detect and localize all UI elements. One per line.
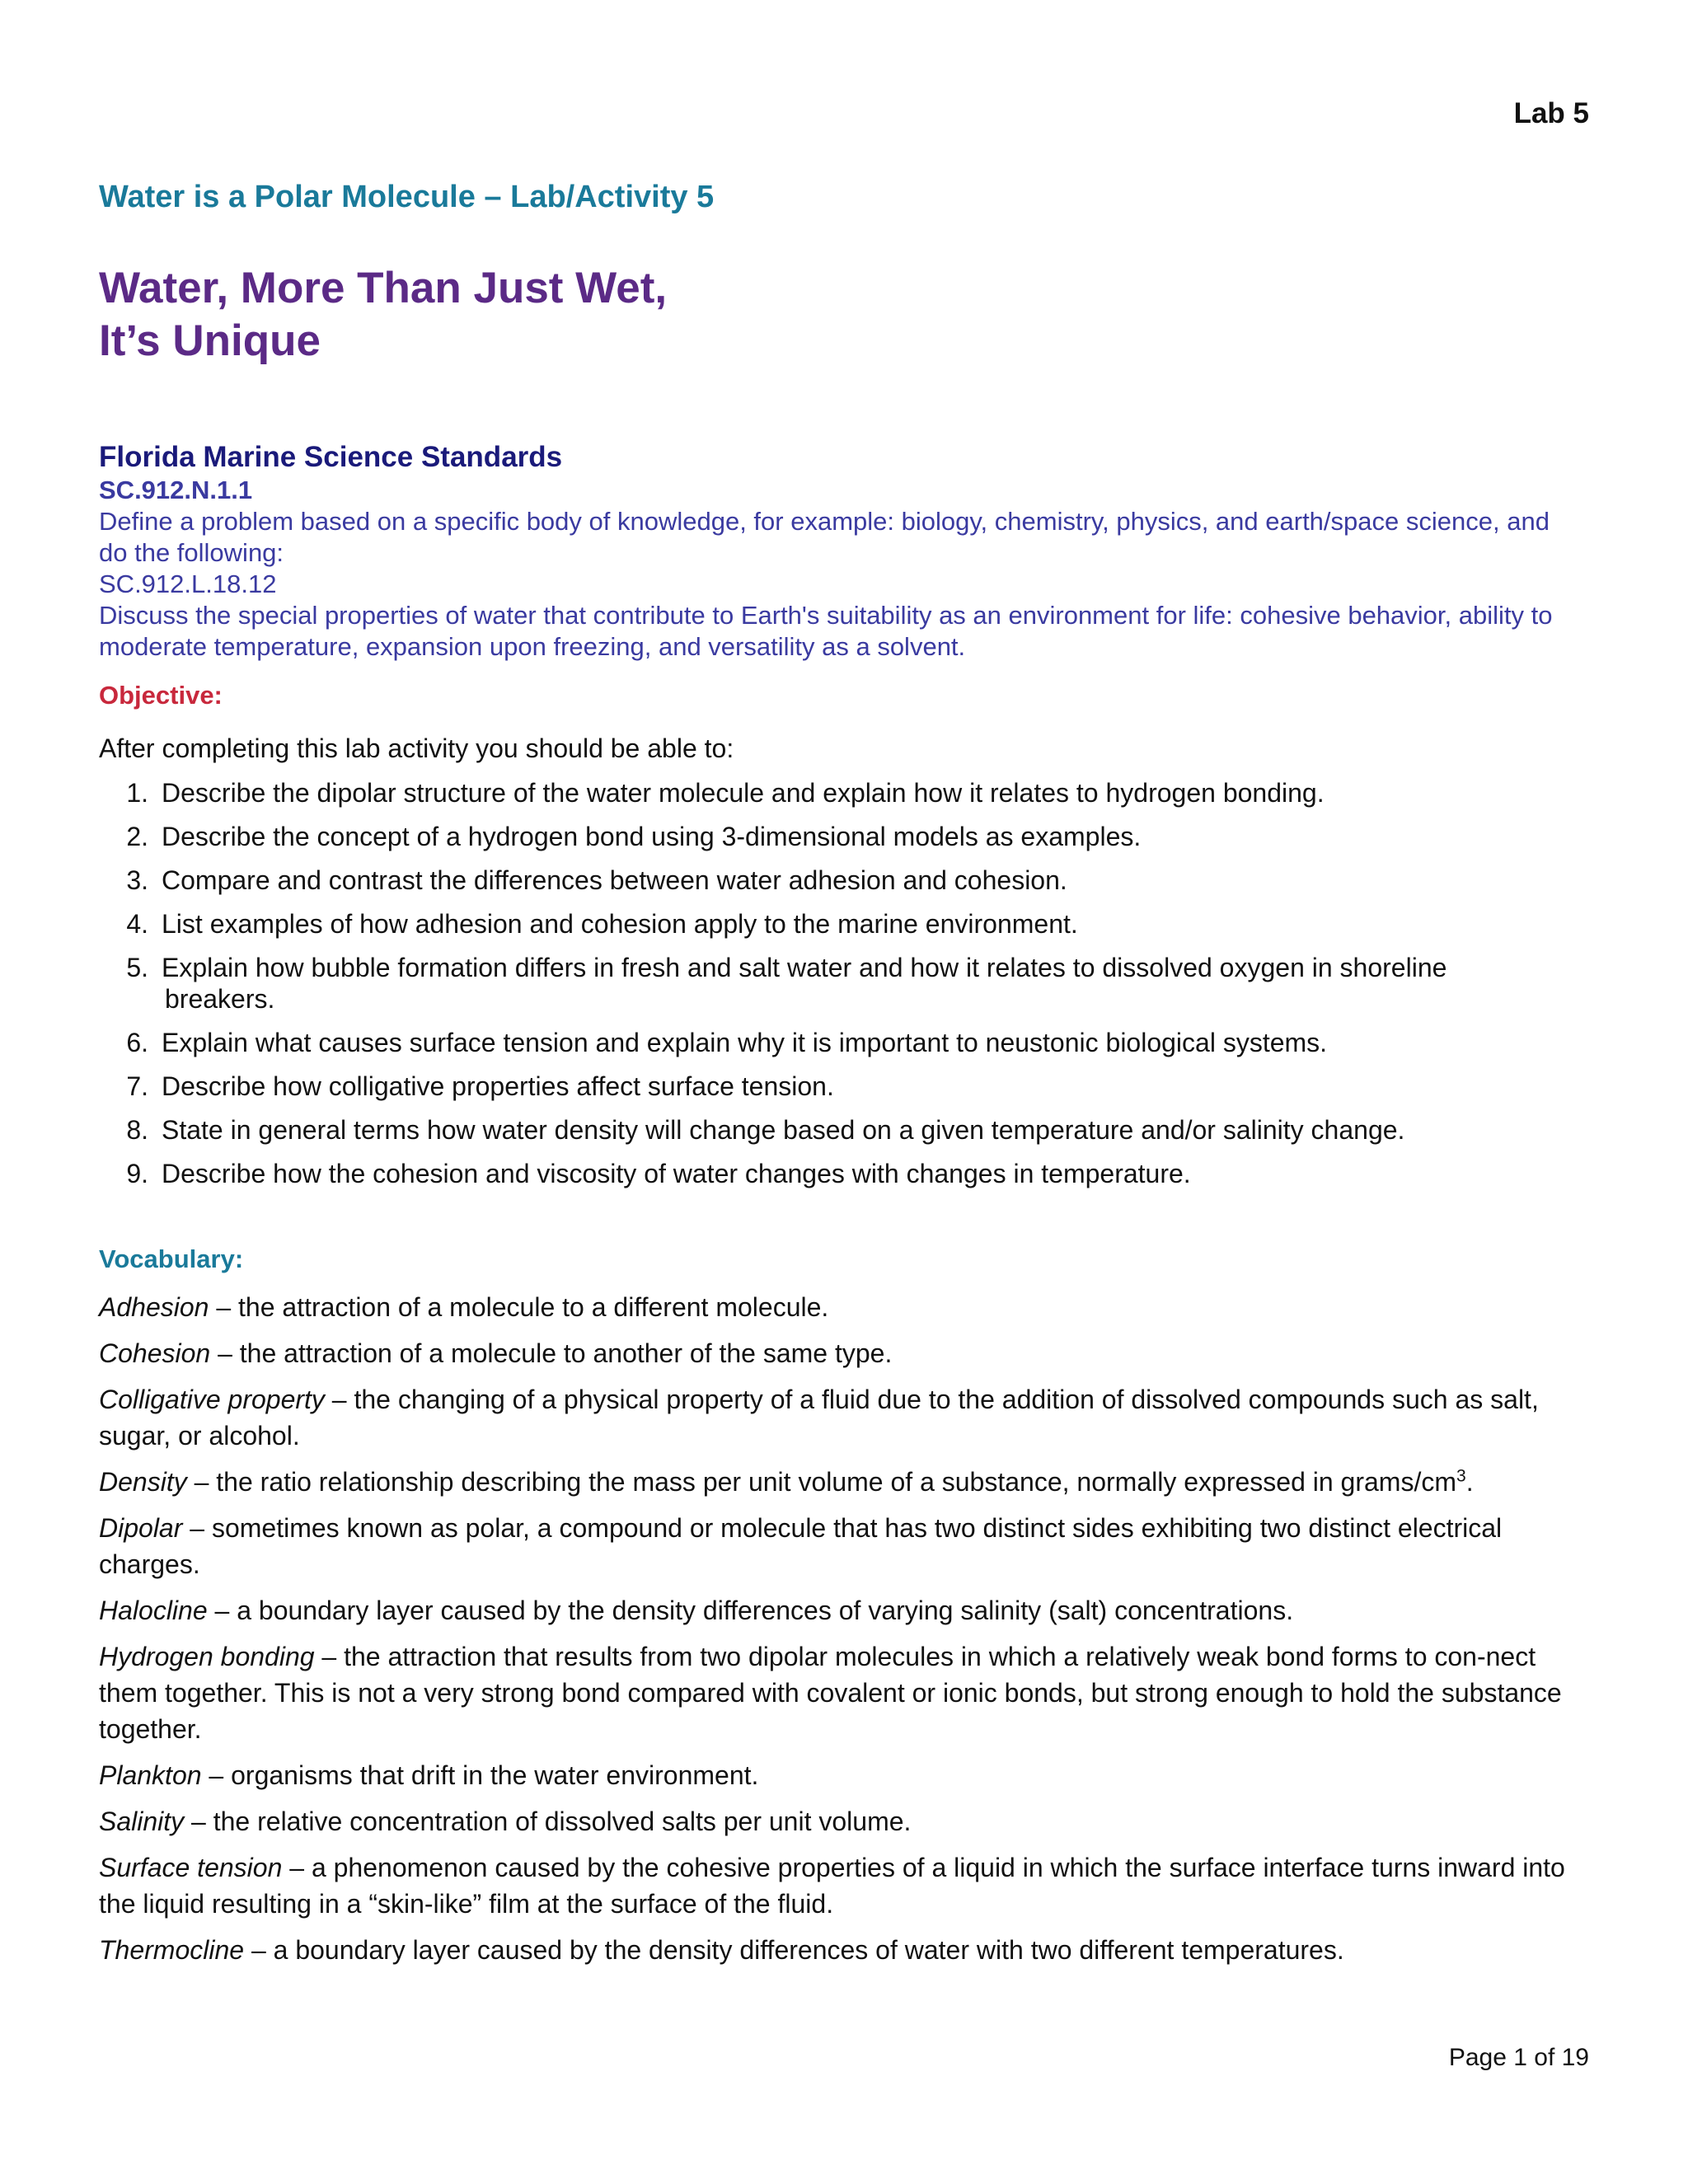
objective-item-main: Describe how the cohesion and viscosity of water changes with changes in temperature.: [162, 1159, 1191, 1188]
objective-item-number: 9.: [126, 1159, 148, 1188]
vocabulary-definition: – a boundary layer caused by the density differences of varying salinity (salt) concentrations.: [207, 1596, 1294, 1625]
objective-item-main: Describe how colligative properties affect surface tension.: [162, 1071, 834, 1101]
vocabulary-definition: – the attraction that results from two dipolar molecules in which a relatively weak bond forms to con-nect them together. This is not a very strong bond compared with covalent or ionic bonds, but strong enough to hold the substance together.: [99, 1642, 1562, 1744]
vocabulary-term: Surface tension: [99, 1853, 283, 1882]
objective-item-main: Compare and contrast the differences between water adhesion and cohesion.: [162, 865, 1067, 895]
vocabulary-item: [99, 1335, 1582, 1371]
vocabulary-term: Hydrogen bonding: [99, 1642, 315, 1671]
vocabulary-item: [99, 1803, 1582, 1840]
page-title-line-2: It’s Unique: [99, 316, 321, 365]
objective-item: [99, 908, 1582, 940]
vocabulary-item: [99, 1289, 1582, 1325]
vocabulary-item: [99, 1757, 1582, 1793]
objective-item: [99, 1114, 1582, 1146]
objective-item-text: [162, 865, 1582, 896]
objective-list: [99, 777, 1582, 1202]
objective-item-text: [162, 1071, 1582, 1102]
vocabulary-term: Cohesion: [99, 1338, 211, 1368]
vocabulary-item: [99, 1592, 1582, 1629]
vocabulary-definition: – organisms that drift in the water environment.: [201, 1760, 759, 1790]
objective-item-continuation: breakers.: [165, 984, 275, 1014]
vocabulary-list: [99, 1289, 1582, 1978]
objective-item-main: Explain what causes surface tension and explain why it is important to neustonic biological systems.: [162, 1028, 1328, 1057]
objective-item-number: 3.: [126, 865, 148, 895]
vocabulary-term: Density: [99, 1467, 187, 1497]
activity-subtitle: Water is a Polar Molecule – Lab/Activity 5: [99, 180, 715, 214]
objective-item: [99, 1158, 1582, 1189]
vocabulary-term: Adhesion: [99, 1292, 209, 1322]
objective-item-text: [162, 821, 1582, 852]
objective-item-main: Describe the dipolar structure of the water molecule and explain how it relates to hydrogen bonding.: [162, 778, 1325, 808]
page-number: Page 1 of 19: [1448, 2044, 1589, 2071]
objective-item: [99, 952, 1582, 1015]
standard-code-1: SC.912.N.1.1: [99, 476, 253, 504]
vocabulary-definition: – the attraction of a molecule to another of the same type.: [210, 1338, 893, 1368]
lab-label: Lab 5: [1513, 97, 1589, 129]
vocabulary-term: Thermocline: [99, 1935, 245, 1965]
objective-item-number: 1.: [126, 778, 148, 808]
objective-item-number: 8.: [126, 1115, 148, 1145]
objective-item-text: [162, 1114, 1582, 1146]
objective-item-text: [162, 908, 1582, 940]
objective-item: [99, 865, 1582, 896]
vocabulary-definition: – a phenomenon caused by the cohesive properties of a liquid in which the surface interface turns inward into the liquid resulting in a “skin-like” film at the surface of the fluid.: [99, 1853, 1565, 1919]
vocabulary-definition: – the ratio relationship describing the mass per unit volume of a substance, normally expressed in grams/cm: [186, 1467, 1456, 1497]
vocabulary-term: Halocline: [99, 1596, 208, 1625]
standard-text-1: Define a problem based on a specific body of knowledge, for example: biology, chemistry, physics, and earth/space science, and do the following:: [99, 507, 1550, 567]
vocabulary-definition: – the relative concentration of dissolved salts per unit volume.: [184, 1807, 912, 1836]
vocabulary-definition: – a boundary layer caused by the density differences of water with two different temperatures.: [244, 1935, 1344, 1965]
vocabulary-superscript: 3: [1456, 1466, 1466, 1486]
vocabulary-definition-end: .: [1465, 1467, 1474, 1497]
standard-text-2: Discuss the special properties of water that contribute to Earth's suitability as an environment for life: cohesive behavior, ability to moderate temperature, expansion upon freezing, and versatility as a solvent.: [99, 601, 1553, 661]
vocabulary-item: [99, 1849, 1582, 1922]
objective-heading: Objective:: [99, 681, 223, 710]
objective-item-main: List examples of how adhesion and cohesion apply to the marine environment.: [162, 909, 1078, 939]
objective-item-text: [162, 1027, 1582, 1058]
vocabulary-heading: Vocabulary:: [99, 1244, 244, 1273]
vocabulary-definition: – the attraction of a molecule to a different molecule.: [209, 1292, 829, 1322]
vocabulary-item: [99, 1638, 1582, 1747]
page-title-line-1: Water, More Than Just Wet,: [99, 264, 668, 312]
objective-item-number: 5.: [126, 953, 148, 982]
vocabulary-definition: – sometimes known as polar, a compound or molecule that has two distinct sides exhibiting two distinct electrical charges.: [99, 1513, 1503, 1579]
objective-item-number: 4.: [126, 909, 148, 939]
objective-item-main: Explain how bubble formation differs in fresh and salt water and how it relates to dissolved oxygen in shoreline: [162, 953, 1447, 982]
vocabulary-term: Salinity: [99, 1807, 185, 1836]
objective-intro: After completing this lab activity you should be able to:: [99, 733, 734, 763]
vocabulary-item: [99, 1381, 1582, 1454]
standards-section: [99, 440, 1582, 663]
vocabulary-item: [99, 1932, 1582, 1968]
vocabulary-item: [99, 1510, 1582, 1582]
objective-item: [99, 777, 1582, 808]
vocabulary-term: Dipolar: [99, 1513, 183, 1543]
objective-item-number: 6.: [126, 1028, 148, 1057]
page-title: [99, 262, 667, 368]
objective-item: [99, 1071, 1582, 1102]
objective-item: [99, 1027, 1582, 1058]
standard-code-2: SC.912.L.18.12: [99, 569, 277, 598]
objective-item: [99, 821, 1582, 852]
objective-item-number: 2.: [126, 822, 148, 851]
vocabulary-term: Plankton: [99, 1760, 202, 1790]
vocabulary-definition: – the changing of a physical property of a fluid due to the addition of dissolved compounds such as salt, sugar, or alcohol.: [99, 1385, 1539, 1451]
objective-item-main: State in general terms how water density will change based on a given temperature and/or salinity change.: [162, 1115, 1405, 1145]
objective-item-text: [162, 1158, 1582, 1189]
objective-item-number: 7.: [126, 1071, 148, 1101]
vocabulary-term: Colligative property: [99, 1385, 325, 1414]
vocabulary-item: [99, 1464, 1582, 1500]
objective-item-text: [162, 777, 1582, 808]
standards-heading: Florida Marine Science Standards: [99, 441, 563, 473]
objective-item-text: [162, 952, 1582, 1015]
objective-item-main: Describe the concept of a hydrogen bond using 3-dimensional models as examples.: [162, 822, 1142, 851]
